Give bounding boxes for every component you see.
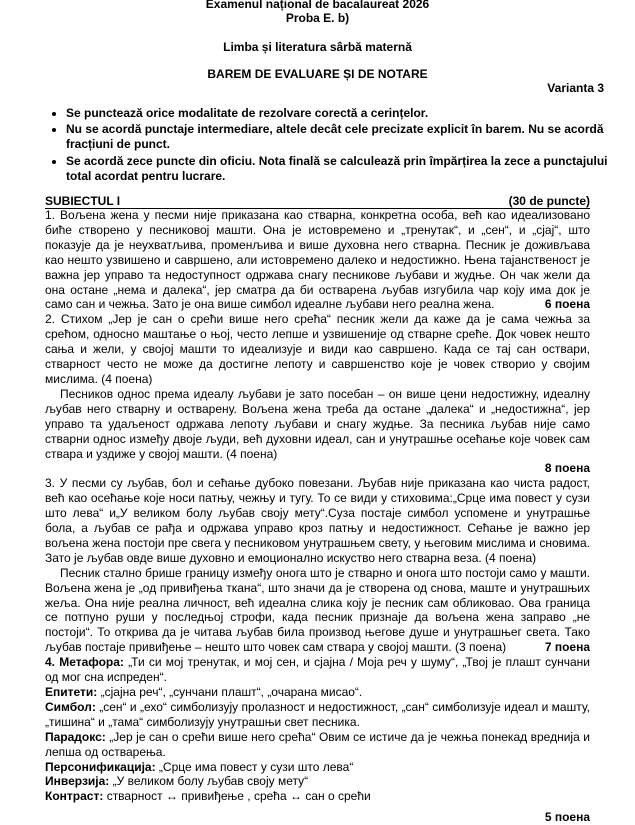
answer-4-simbol: Симбол: „сен“ и „ехо“ симболизују пролазност и недостижност, „сан“ симболизује идеал и машту, „тишина“ и „тама“ симболизују унутрашњи свет песника.: [45, 699, 590, 729]
exam-title: Examenul național de bacalaureat 2026: [205, 0, 430, 11]
answer-3a: 3. У песми су љубав, бол и сећање дубоко повезани. Љубав није приказана као чиста радост, већ као осећање које носи патњу, чежњу и тугу. То се види у стиховима:„Срце има повест у сузи што лева“ и„У великом болу љубав своју мету“.Суза постаје симбол успомене и унутрашње бола, а љубав се рађа и одржава управо кроз патњу и недостижност. Сећање је важно јер вољена жена постоји пре свега у песниковом унутрашњем свету, у његовим мислима и сновима. Зато је љубав овде више духовно и емоционално искуство него стварна веза. (4 поена): [45, 476, 590, 565]
answer-body: [45, 208, 590, 825]
rule-item: • Se punctează orice modalitate de rezolvare corectă a cerințelor.: [66, 106, 618, 121]
subject-points: (30 de puncte): [508, 194, 590, 208]
answer-2b: Песников однос према идеалу љубави је зато посебан – он више цени недостижну, идеалну љубав него стварну и остварену. Вољена жена треба да остане „далека“ и „недостижна“, јер управо та удаљеност одржава лепоту љубави и снагу жудње. За песника љубав није само стварни однос између двоје људи, већ духовни идеал, сан и унутрашње осећање које човек сам ствара и уздиже у својој машти. (4 поена): [45, 386, 590, 461]
subject-label: SUBIECTUL I: [45, 194, 121, 208]
answer-4-kontrast: Контраст: стварност ↔ привиђење , срећа ↔ сан о срећи: [45, 789, 371, 804]
answer-3b: Песник стално брише границу између онога што је стварно и онога што постоји само у машти. Вољена жена је „од привиђења ткана“, што значи да је створена од снова, маште и унутрашњих жеља. Она није реална личност, већ идеална слика коју је песник сам обликовао. Ова граница се потпуно руши у последњој строфи, када песник признаје да вољена жена заправо „не постоји“. То открива да је читава љубав била производ његове душе и унутрашњег света. Тако љубав постаје привиђење – нешто што човек сам ствара у својој машти. (3 поена) 7 поена: [45, 565, 590, 655]
grading-rules-list: [40, 106, 618, 185]
answer-4-personifikacija: Персонификација: „Срце има повест у сузи што лева“: [45, 759, 354, 774]
answer-4-metafora: 4. Метафора: „Ти си мој тренутак, и мој сен, и сјајна / Моја реч у шуму“, „Твој је плашт сунчани од мог сна испреден“.: [45, 655, 590, 685]
subject-title: Limba și literatura sârbă maternă: [223, 40, 412, 54]
answer-4-paradoks: Парадокс: „Јер је сан о срећи више него срећа“ Овим се истиче да је чежња понекад вреднија и лепша од остварења.: [45, 729, 590, 759]
varianta-label: Varianta 3: [547, 81, 604, 95]
answer-4-epiteti: Епитети: „сјајна реч“, „сунчани плашт“, „очарана мисао“.: [45, 685, 363, 699]
subject-heading: [45, 194, 590, 209]
points-1: 6 поена: [544, 297, 590, 312]
points-2: 8 поена: [544, 461, 590, 476]
answer-1: 1. Вољена жена у песми није приказана као стварна, конкретна особа, већ као идеализовано биће створено у песниковој машти. Она је истовремено и „тренутак“, и „сен“, и „сјај“, што показује да је неухватљива, променљива и више духовна него стварна. Песник је доживљава као нешто узвишено и савршено, али истовремено далеко и недостижно. Њена тајанственост је важна јер управо та недоступност одржава снагу песникове љубави и жудње. Он чак жели да она остане „нема и далека“, јер сматра да би остварена љубав изгубила чар коју има док је само сан и чежња. Зато је она више симбол идеалне љубави него реална жена. 6 поена: [45, 208, 590, 312]
answer-2a: 2. Стихом „Јер је сан о срећи више него срећа“ песник жели да каже да је сама чежња за срећом, односно маштање о њој, често лепше и узвишеније од стварне среће. Док човек нешто сања и жели, у својој машти то идеализује и види као савршено. Када се тај сан оствари, стварност често не може да достигне лепоту и савршенство које је човек створио у својим мислима. (4 поена): [45, 312, 590, 386]
points-3: 7 поена: [544, 640, 590, 655]
points-4: 5 поена: [544, 810, 590, 825]
answer-4-inverzija: Инверзија: „У великом болу љубав своју мету“: [45, 774, 309, 789]
exam-proba: Proba E. b): [285, 11, 350, 25]
rule-item: • Nu se acordă punctaje intermediare, altele decât cele precizate explicit în barem. Nu se acordă fracțiuni de punct.: [66, 122, 618, 152]
rule-item: • Se acordă zece puncte din oficiu. Nota finală se calculează prin împărțirea la zece a punctajului total acordat pentru lucrare.: [66, 154, 618, 184]
barem-title: BAREM DE EVALUARE ȘI DE NOTARE: [207, 67, 428, 81]
